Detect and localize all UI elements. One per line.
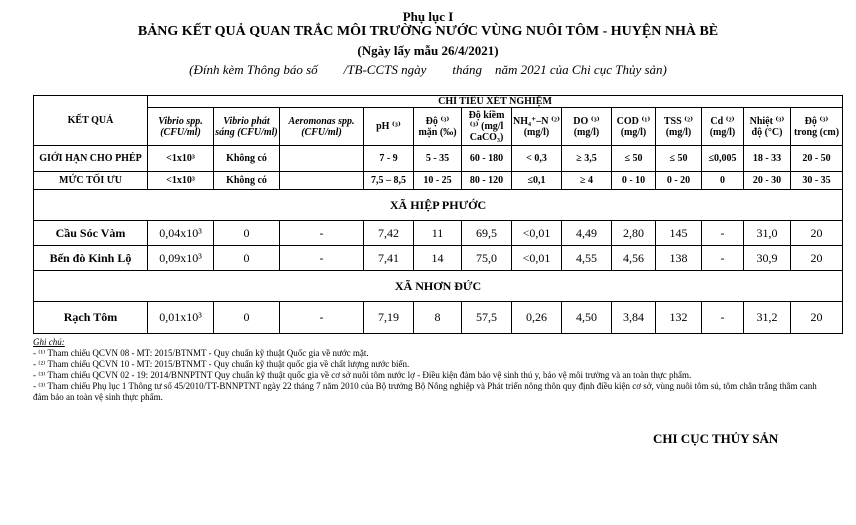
report-title: BẢNG KẾT QUẢ QUAN TRẮC MÔI TRƯỜNG NƯỚC VÙNG NUÔI TÔM - HUYỆN NHÀ BÈ (137, 24, 719, 39)
section-row (34, 271, 843, 302)
table-row (34, 221, 843, 246)
measurement-value: <0,01 (512, 221, 562, 246)
limit-value: < 0,3 (512, 146, 562, 172)
sampling-date: (Ngày lấy mẫu 26/4/2021) (357, 43, 499, 58)
location-name: Bến đò Kinh Lộ (34, 246, 148, 271)
signature-agency: CHI CỤC THỦY SẢN (653, 431, 779, 446)
measurement-value: 145 (656, 221, 702, 246)
measurement-value: 7,19 (364, 302, 414, 334)
column-header: Độ kiềm ⁽³⁾ (mg/l CaCO₃) (462, 108, 512, 146)
note-item: - ⁽³⁾ Tham chiếu QCVN 02 - 19: 2014/BNNPTNT Quy chuẩn kỹ thuật quốc gia về cơ sở nuôi tôm nước lợ - Điều kiện đảm bảo vệ sinh thú y, bảo vệ môi trường và an toàn thực phẩm. (33, 370, 692, 380)
limit-value: 20 - 30 (744, 172, 791, 190)
measurement-value: 7,42 (364, 221, 414, 246)
measurement-value: 14 (414, 246, 462, 271)
section-title: XÃ NHƠN ĐỨC (34, 271, 843, 302)
location-name: Cầu Sóc Vàm (34, 221, 148, 246)
limit-value: 5 - 35 (414, 146, 462, 172)
limit-value: Không có (214, 146, 280, 172)
measurement-value: 4,50 (562, 302, 612, 334)
limit-value: 0 (702, 172, 744, 190)
limit-value: ≤ 50 (656, 146, 702, 172)
column-header: pH ⁽³⁾ (364, 108, 414, 146)
results-table (33, 95, 843, 334)
measurement-value: 3,84 (612, 302, 656, 334)
column-header: Cd ⁽²⁾ (mg/l) (702, 108, 744, 146)
limit-value: <1x10³ (148, 146, 214, 172)
measurement-value: 0,01x10³ (148, 302, 214, 334)
appendix-label: Phụ lục I (402, 9, 454, 24)
measurement-value: 31,0 (744, 221, 791, 246)
column-header: TSS ⁽²⁾ (mg/l) (656, 108, 702, 146)
column-header: Nhiệt ⁽³⁾ độ (°C) (744, 108, 791, 146)
limit-value: ≤0,005 (702, 146, 744, 172)
limit-value: 10 - 25 (414, 172, 462, 190)
column-header: Vibrio spp. (CFU/ml) (148, 108, 214, 146)
section-row (34, 190, 843, 221)
column-header: COD ⁽¹⁾ (mg/l) (612, 108, 656, 146)
column-header: Độ ⁽³⁾ trong (cm) (791, 108, 843, 146)
measurement-value: - (280, 246, 364, 271)
measurement-value: 69,5 (462, 221, 512, 246)
measurement-value: 20 (791, 302, 843, 334)
note-item: - ⁽³⁾ Tham chiếu Phụ lục 1 Thông tư số 45/2010/TT-BNNPTNT ngày 22 tháng 7 năm 2010 của Bộ trưởng Bộ Nông nghiệp và Phát triển nông thôn quy định điều kiện cơ sở, vùng nuôi tôm sú, tôm chân trắng thâm canh đảm bảo an toàn vệ sinh thực phẩm. (33, 381, 817, 402)
section-title: XÃ HIỆP PHƯỚC (34, 190, 843, 221)
measurement-value: 4,56 (612, 246, 656, 271)
notes-section (33, 337, 833, 403)
measurement-value: 132 (656, 302, 702, 334)
limit-value: Không có (214, 172, 280, 190)
measurement-value: 20 (791, 221, 843, 246)
measurement-value: 4,49 (562, 221, 612, 246)
notes-title: Ghi chú: (33, 337, 65, 347)
limit-label: GIỚI HẠN CHO PHÉP (34, 146, 148, 172)
measurement-value: 0,04x10³ (148, 221, 214, 246)
measurement-value: 57,5 (462, 302, 512, 334)
limit-value (280, 172, 364, 190)
measurement-value: - (280, 302, 364, 334)
measurement-value: - (280, 221, 364, 246)
limit-label: MỨC TỐI ƯU (34, 172, 148, 190)
column-header: Độ ⁽³⁾ mặn (‰) (414, 108, 462, 146)
measurement-value: 7,41 (364, 246, 414, 271)
measurement-value: 75,0 (462, 246, 512, 271)
location-name: Rạch Tôm (34, 302, 148, 334)
measurement-value: 0,09x10³ (148, 246, 214, 271)
measurement-value: 31,2 (744, 302, 791, 334)
measurement-value: 138 (656, 246, 702, 271)
limit-value (280, 146, 364, 172)
measurement-value: 2,80 (612, 221, 656, 246)
note-item: - ⁽¹⁾ Tham chiếu QCVN 08 - MT: 2015/BTNMT - Quy chuẩn kỹ thuật Quốc gia về nước mặt. (33, 348, 369, 358)
measurement-value: <0,01 (512, 246, 562, 271)
attachment-note: (Đính kèm Thông báo số /TB-CCTS ngày tháng năm 2021 của Chi cục Thủy sản) (189, 62, 667, 77)
limit-value: <1x10³ (148, 172, 214, 190)
limit-value: ≤ 50 (612, 146, 656, 172)
header-row-columns (34, 108, 843, 146)
measurement-value: 0 (214, 246, 280, 271)
measurement-value: 11 (414, 221, 462, 246)
limit-value: 0 - 20 (656, 172, 702, 190)
note-item: - ⁽²⁾ Tham chiếu QCVN 10 - MT: 2015/BTNMT - Quy chuẩn kỹ thuật quốc gia về chất lượng nước biển. (33, 359, 410, 369)
measurement-value: 4,55 (562, 246, 612, 271)
limit-value: 7 - 9 (364, 146, 414, 172)
limit-value: 60 - 180 (462, 146, 512, 172)
measurement-value: - (702, 302, 744, 334)
limit-value: 18 - 33 (744, 146, 791, 172)
limit-value: 0 - 10 (612, 172, 656, 190)
limit-value: ≥ 3,5 (562, 146, 612, 172)
measurement-value: 20 (791, 246, 843, 271)
measurement-value: 30,9 (744, 246, 791, 271)
measurement-value: 0 (214, 221, 280, 246)
measurement-value: 0 (214, 302, 280, 334)
measurement-value: - (702, 246, 744, 271)
limit-value: 20 - 50 (791, 146, 843, 172)
limit-value: 80 - 120 (462, 172, 512, 190)
table-row (34, 246, 843, 271)
column-header: Vibrio phát sáng (CFU/ml) (214, 108, 280, 146)
allowed-limit-row (34, 146, 843, 172)
measurement-value: 0,26 (512, 302, 562, 334)
table-row (34, 302, 843, 334)
header-row-group (34, 96, 843, 108)
result-header: KẾT QUẢ (34, 96, 148, 146)
limit-value: ≥ 4 (562, 172, 612, 190)
column-header: NH₄⁺–N ⁽²⁾ (mg/l) (512, 108, 562, 146)
optimal-level-row (34, 172, 843, 190)
measurement-value: 8 (414, 302, 462, 334)
indicator-group-header: CHỈ TIÊU XÉT NGHIỆM (148, 96, 843, 108)
column-header: Aeromonas spp. (CFU/ml) (280, 108, 364, 146)
limit-value: ≤0,1 (512, 172, 562, 190)
limit-value: 7,5 – 8,5 (364, 172, 414, 190)
column-header: DO ⁽³⁾ (mg/l) (562, 108, 612, 146)
limit-value: 30 - 35 (791, 172, 843, 190)
measurement-value: - (702, 221, 744, 246)
